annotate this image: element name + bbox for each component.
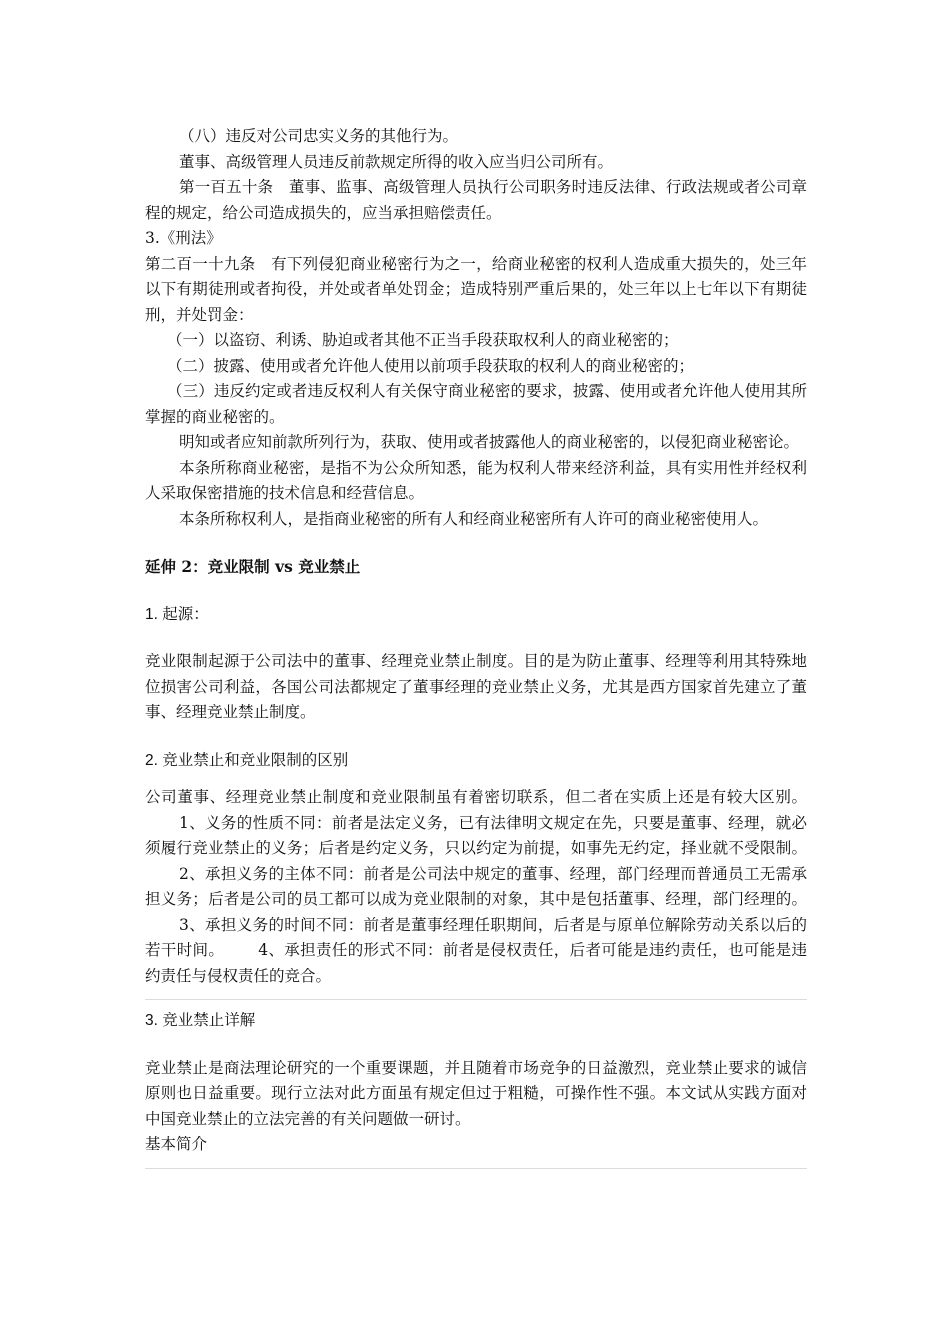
difference-text xyxy=(145,785,807,989)
section-divider xyxy=(145,999,807,1000)
difference-point-1: 1、义务的性质不同：前者是法定义务，已有法律明文规定在先，只要是董事、经理，就必须履行竞业禁止的义务；后者是约定义务，只以约定为前提，如事先无约定，择业就不受限制。 xyxy=(145,813,807,857)
trade-secret-definition: 本条所称商业秘密，是指不为公众所知悉，能为权利人带来经济利益，具有实用性并经权利人采取保密措施的技术信息和经营信息。 xyxy=(145,458,807,502)
detail-text: 竞业禁止是商法理论研究的一个重要课题，并且随着市场竞争的日益激烈，竞业禁止要求的诚信原则也日益重要。现行立法对此方面虽有规定但过于粗糙，可操作性不强。本文试从实践方面对中国竞业禁止的立法完善的有关问题做一研讨。 xyxy=(145,1058,807,1128)
origin-title xyxy=(145,602,807,628)
clause-eight: （八）违反对公司忠实义务的其他行为。 xyxy=(179,127,459,145)
detail-title-text: 3. 竞业禁止详解 xyxy=(145,1012,256,1029)
difference-intro: 公司董事、经理竞业禁止制度和竞业限制虽有着密切联系，但二者在实质上还是有较大区别。 xyxy=(145,788,807,806)
article-219-item-3: （三）违反约定或者违反权利人有关保守商业秘密的要求，披露、使用或者允许他人使用其所掌握的商业秘密的。 xyxy=(145,382,807,426)
article-219-item-1: （一）以盗窃、利诱、胁迫或者其他不正当手段获取权利人的商业秘密的； xyxy=(167,331,679,349)
origin-text: 竞业限制起源于公司法中的董事、经理竞业禁止制度。目的是为防止董事、经理等利用其特殊地位损害公司利益，各国公司法都规定了董事经理的竞业禁止义务，尤其是西方国家首先建立了董事、经理竞业禁止制度。 xyxy=(145,652,807,721)
difference-title xyxy=(145,748,807,774)
difference-point-4: 4、承担责任的形式不同：前者是侵权责任，后者可能是违约责任，也可能是违约责任与侵权责任的竞合。 xyxy=(145,941,807,985)
criminal-law-title: 3.《刑法》 xyxy=(145,229,222,247)
difference-point-3: 3、承担义务的时间不同：前者是董事经理任职期间，后者是与原单位解除劳动关系以后的若干时间。 xyxy=(145,915,807,959)
article-219: 第二百一十九条 有下列侵犯商业秘密行为之一，给商业秘密的权利人造成重大损失的，处三年以下有期徒刑或者拘役，并处或者单处罚金；造成特别严重后果的，处三年以上七年以下有期徒刑，并处罚金： xyxy=(145,254,807,324)
article-219-item-2: （二）披露、使用或者允许他人使用以前项手段获取的权利人的商业秘密的； xyxy=(167,356,695,375)
income-clause: 董事、高级管理人员违反前款规定所得的收入应当归公司所有。 xyxy=(179,152,614,171)
detail-title xyxy=(145,1008,807,1034)
document-body xyxy=(145,124,807,1177)
difference-title-text: 2. 竞业禁止和竞业限制的区别 xyxy=(145,751,349,769)
bottom-divider xyxy=(145,1168,807,1169)
origin-title-text: 1. 起源： xyxy=(145,605,209,623)
extension-heading: 延伸 2：竞业限制 vs 竞业禁止 xyxy=(145,557,361,576)
basic-intro: 基本简介 xyxy=(145,1135,208,1153)
right-holder-definition: 本条所称权利人，是指商业秘密的所有人和经商业秘密所有人许可的商业秘密使用人。 xyxy=(179,509,769,528)
knowing-paragraph: 明知或者应知前款所列行为，获取、使用或者披露他人的商业秘密的，以侵犯商业秘密论。 xyxy=(179,433,800,451)
article-150: 第一百五十条 董事、监事、高级管理人员执行公司职务时违反法律、行政法规或者公司章程的规定，给公司造成损失的，应当承担赔偿责任。 xyxy=(145,178,807,222)
difference-point-2: 2、承担义务的主体不同：前者是公司法中规定的董事、经理，部门经理而普通员工无需承担义务；后者是公司的员工都可以成为竞业限制的对象，其中是包括董事、经理，部门经理的。 xyxy=(145,864,807,908)
